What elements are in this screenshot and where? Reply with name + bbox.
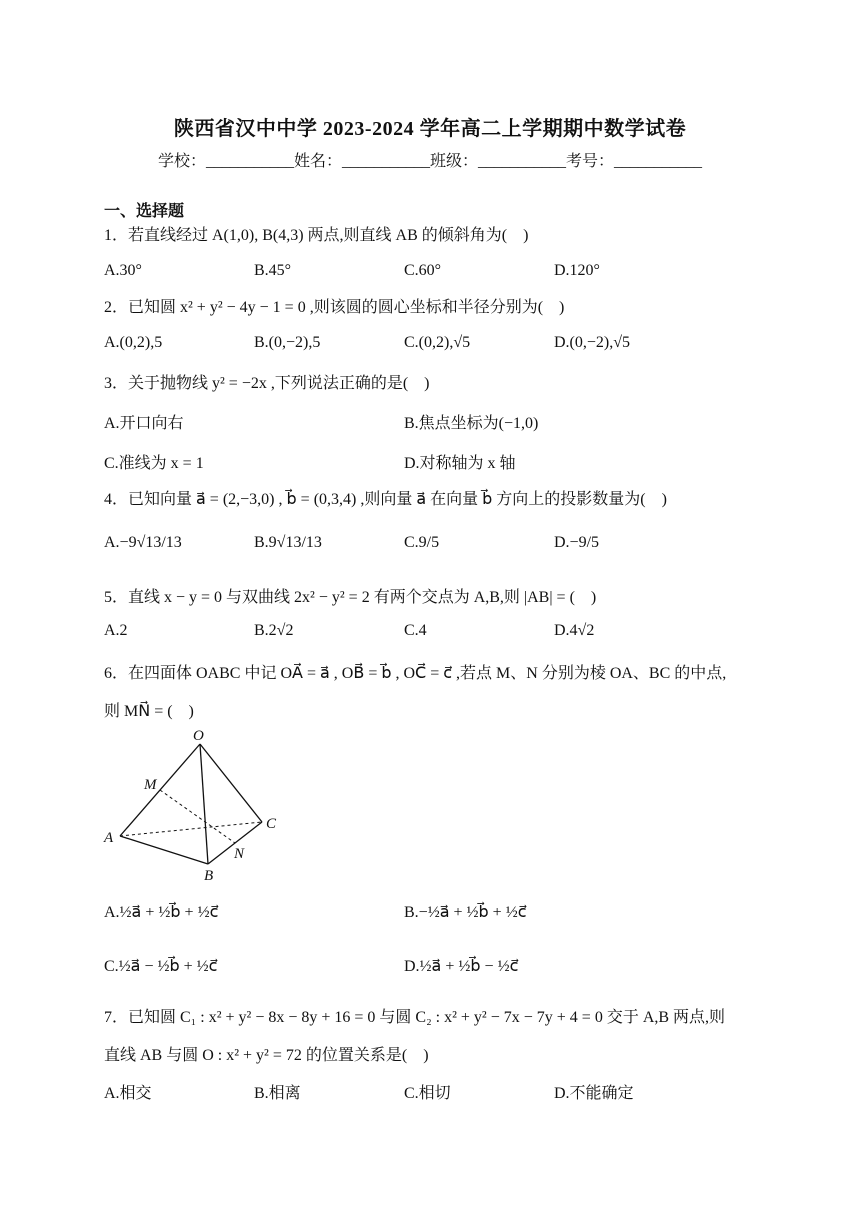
label-c: C (266, 816, 277, 832)
label-m: M (144, 777, 157, 793)
label-a: A (104, 830, 114, 846)
question-5-stem: 5．直线 x − y = 0 与双曲线 2x² − y² = 2 有两个交点为 A,B,则 |AB| = ( ) (104, 589, 597, 606)
q6-option-d: D.½a⃗ + ½b⃗ − ½c⃗ (404, 958, 519, 975)
label-n: N (234, 846, 245, 862)
q5-option-a: A.2 (104, 622, 128, 639)
q2-option-c: C.(0,2),√5 (404, 334, 471, 351)
q3-option-b: B.焦点坐标为(−1,0) (404, 415, 539, 432)
q1-option-a: A.30° (104, 262, 142, 279)
question-2-stem: 2．已知圆 x² + y² − 4y − 1 = 0 ,则该圆的圆心坐标和半径分别为( ) (104, 299, 565, 316)
section-heading: 一、选择题 (104, 201, 185, 220)
q3-option-a: A.开口向右 (104, 415, 184, 432)
q4-option-d: D.−9/5 (554, 534, 600, 551)
q5-option-c: C.4 (404, 622, 427, 639)
question-7-stem-cont: 直线 AB 与圆 O : x² + y² = 72 的位置关系是( ) (104, 1047, 429, 1064)
q1-option-d: D.120° (554, 262, 600, 279)
q2-option-d: D.(0,−2),√5 (554, 334, 631, 351)
label-o: O (193, 728, 204, 744)
question-3-stem: 3．关于抛物线 y² = −2x ,下列说法正确的是( ) (104, 375, 430, 392)
q3-option-c: C.准线为 x = 1 (104, 455, 204, 472)
q6-option-a: A.½a⃗ + ½b⃗ + ½c⃗ (104, 904, 219, 921)
q4-option-b: B.9√13/13 (254, 534, 322, 551)
question-7-stem: 7．已知圆 C₁ : x² + y² − 8x − 8y + 16 = 0 与圆 C₂ : x² + y² − 7x − 7y + 4 = 0 交于 A,B 两点,则 (104, 1009, 726, 1026)
student-info-line: 学校：___________姓名：___________班级：___________考号：___________ (157, 153, 702, 170)
q5-option-d: D.4√2 (554, 622, 595, 639)
page-title: 陕西省汉中中学 2023-2024 学年高二上学期期中数学试卷 (173, 118, 687, 140)
q1-option-b: B.45° (254, 262, 292, 279)
question-6-stem: 6．在四面体 OABC 中记 OA⃗ = a⃗ , OB⃗ = b⃗ , OC⃗ = c⃗ ,若点 M、N 分别为棱 OA、BC 的中点, (104, 665, 727, 682)
q2-option-b: B.(0,−2),5 (254, 334, 321, 351)
question-1-stem: 1．若直线经过 A(1,0), B(4,3) 两点,则直线 AB 的倾斜角为( ) (104, 227, 529, 244)
q4-option-a: A.−9√13/13 (104, 534, 182, 551)
q6-option-c: C.½a⃗ − ½b⃗ + ½c⃗ (104, 958, 218, 975)
q6-option-b: B.−½a⃗ + ½b⃗ + ½c⃗ (404, 904, 527, 921)
q7-option-d: D.不能确定 (554, 1085, 634, 1102)
q5-option-b: B.2√2 (254, 622, 294, 639)
q2-option-a: A.(0,2),5 (104, 334, 163, 351)
q7-option-a: A.相交 (104, 1085, 152, 1102)
question-6-stem-cont: 则 MN⃗ = ( ) (104, 703, 194, 720)
tetrahedron-figure (100, 726, 290, 886)
q1-option-c: C.60° (404, 262, 442, 279)
q7-option-b: B.相离 (254, 1085, 301, 1102)
question-4-stem: 4．已知向量 a⃗ = (2,−3,0) , b⃗ = (0,3,4) ,则向量 a⃗ 在向量 b⃗ 方向上的投影数量为( ) (104, 491, 667, 508)
q3-option-d: D.对称轴为 x 轴 (404, 455, 516, 472)
q4-option-c: C.9/5 (404, 534, 440, 551)
label-b: B (204, 868, 214, 884)
q7-option-c: C.相切 (404, 1085, 451, 1102)
